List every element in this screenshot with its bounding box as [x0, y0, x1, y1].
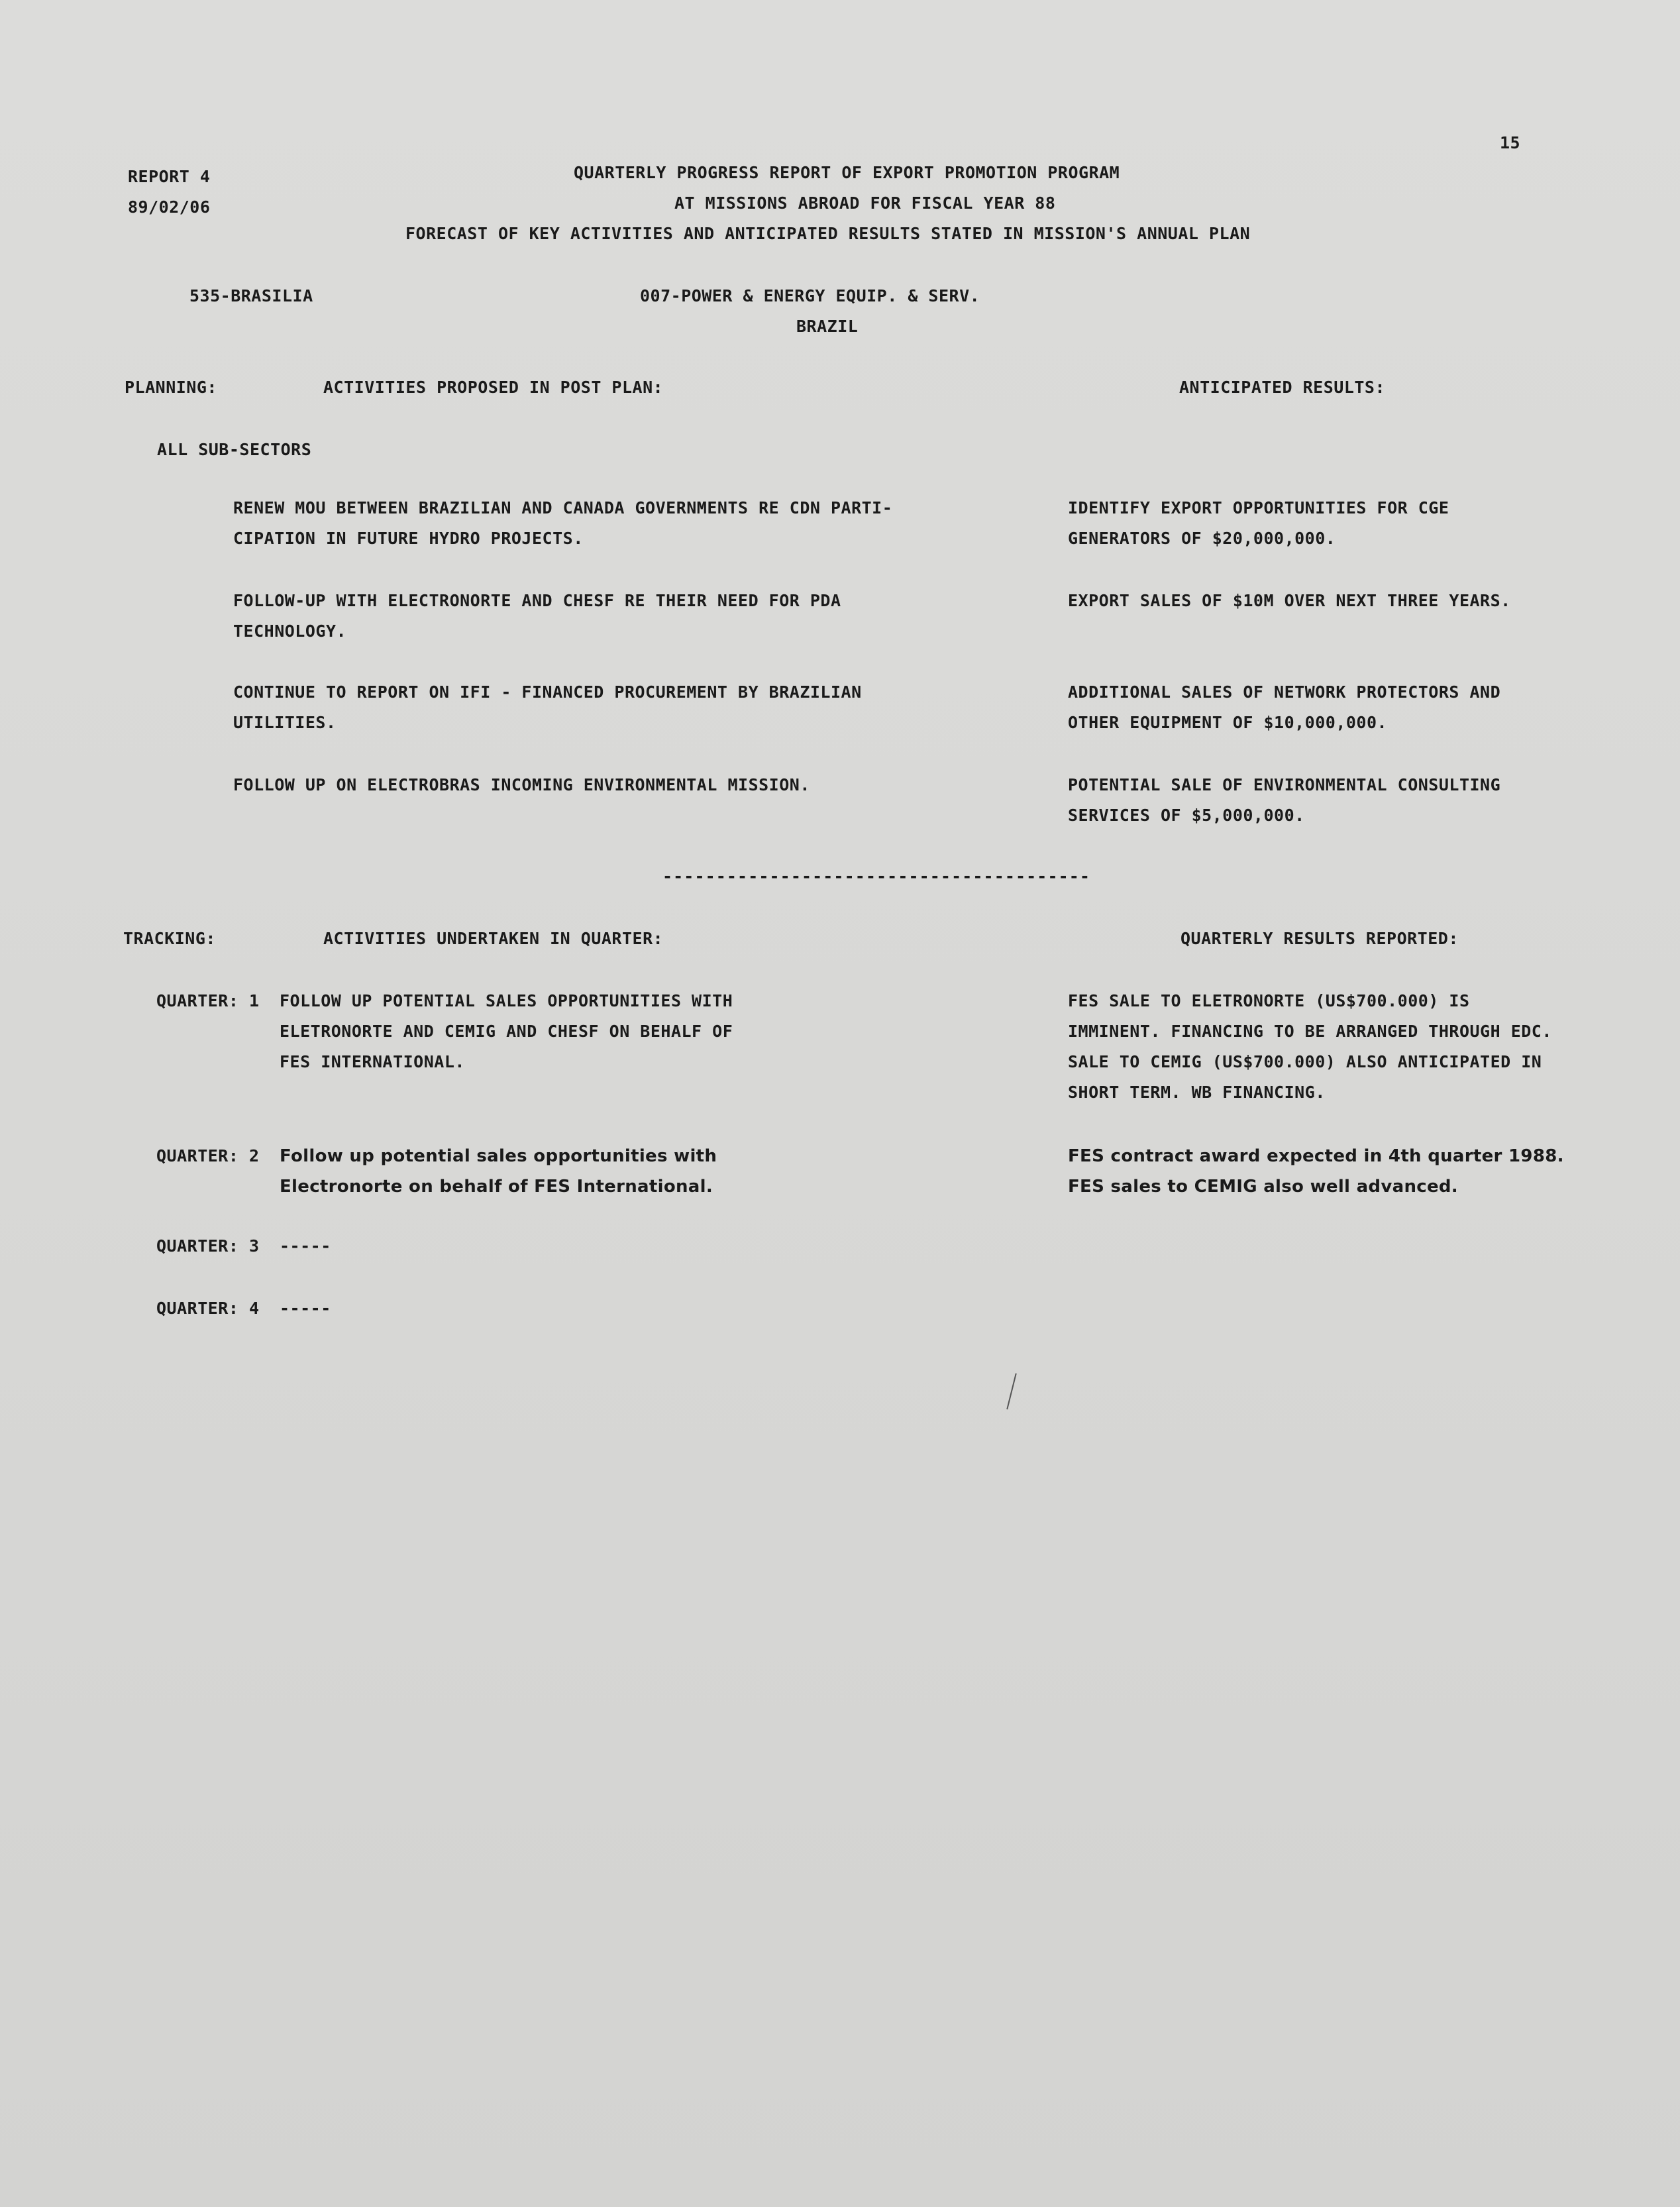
report-title-line-3: FORECAST OF KEY ACTIVITIES AND ANTICIPATED RESULTS STATED IN MISSION'S ANNUAL PLAN — [405, 224, 1251, 243]
quarter-activity: Follow up potential sales opportunities with Electronorte on behalf of FES International. — [280, 1146, 717, 1197]
planned-activity: RENEW MOU BETWEEN BRAZILIAN AND CANADA GOVERNMENTS RE CDN PARTI- CIPATION IN FUTURE HYDRO PROJECTS. — [233, 498, 893, 548]
planning-activities-header: ACTIVITIES PROPOSED IN POST PLAN: — [323, 378, 664, 397]
report-title-line-2: AT MISSIONS ABROAD FOR FISCAL YEAR 88 — [674, 193, 1056, 213]
tracking-results-header: QUARTERLY RESULTS REPORTED: — [1181, 929, 1459, 948]
planned-activity: CONTINUE TO REPORT ON IFI - FINANCED PROCUREMENT BY BRAZILIAN UTILITIES. — [233, 682, 862, 732]
pen-mark — [1006, 1373, 1016, 1410]
anticipated-result: POTENTIAL SALE OF ENVIRONMENTAL CONSULTING SERVICES OF $5,000,000. — [1068, 775, 1501, 825]
planned-activity: FOLLOW-UP WITH ELECTRONORTE AND CHESF RE THEIR NEED FOR PDA TECHNOLOGY. — [233, 591, 841, 641]
quarter-result: FES contract award expected in 4th quarter 1988. FES sales to CEMIG also well advanced. — [1068, 1146, 1564, 1197]
anticipated-result: IDENTIFY EXPORT OPPORTUNITIES FOR CGE GENERATORS OF $20,000,000. — [1068, 498, 1449, 548]
tracking-label: TRACKING: — [123, 929, 216, 948]
quarter-activity: ----- — [280, 1236, 331, 1256]
planning-label: PLANNING: — [125, 378, 217, 397]
quarter-label: QUARTER: 4 — [156, 1299, 260, 1318]
report-id: REPORT 4 — [128, 167, 211, 186]
report-date: 89/02/06 — [128, 197, 211, 217]
planning-results-header: ANTICIPATED RESULTS: — [1179, 378, 1386, 397]
country: BRAZIL — [796, 317, 859, 336]
quarter-label: QUARTER: 1 — [156, 991, 260, 1010]
quarter-activity: ----- — [280, 1299, 331, 1318]
subsector-label: ALL SUB-SECTORS — [157, 440, 312, 459]
quarter-label: QUARTER: 2 — [156, 1146, 260, 1165]
post-code: 535-BRASILIA — [189, 286, 313, 305]
tracking-activities-header: ACTIVITIES UNDERTAKEN IN QUARTER: — [323, 929, 664, 948]
quarter-label: QUARTER: 3 — [156, 1236, 260, 1256]
report-title-line-1: QUARTERLY PROGRESS REPORT OF EXPORT PROMOTION PROGRAM — [574, 163, 1120, 182]
section-divider: ---------------------------------------- — [662, 867, 1091, 886]
anticipated-result: EXPORT SALES OF $10M OVER NEXT THREE YEARS. — [1068, 591, 1511, 610]
quarter-activity: FOLLOW UP POTENTIAL SALES OPPORTUNITIES WITH ELETRONORTE AND CEMIG AND CHESF ON BEHALF OF FES INTERNATIONAL. — [280, 991, 733, 1071]
sector-code: 007-POWER & ENERGY EQUIP. & SERV. — [640, 286, 980, 305]
quarter-result: FES SALE TO ELETRONORTE (US$700.000) IS IMMINENT. FINANCING TO BE ARRANGED THROUGH EDC. SALE TO CEMIG (US$700.000) ALSO ANTICIPATED IN SHORT TERM. WB FINANCING. — [1068, 991, 1552, 1102]
page-number: 15 — [1500, 133, 1521, 152]
anticipated-result: ADDITIONAL SALES OF NETWORK PROTECTORS AND OTHER EQUIPMENT OF $10,000,000. — [1068, 682, 1501, 732]
planned-activity: FOLLOW UP ON ELECTROBRAS INCOMING ENVIRONMENTAL MISSION. — [233, 775, 810, 794]
